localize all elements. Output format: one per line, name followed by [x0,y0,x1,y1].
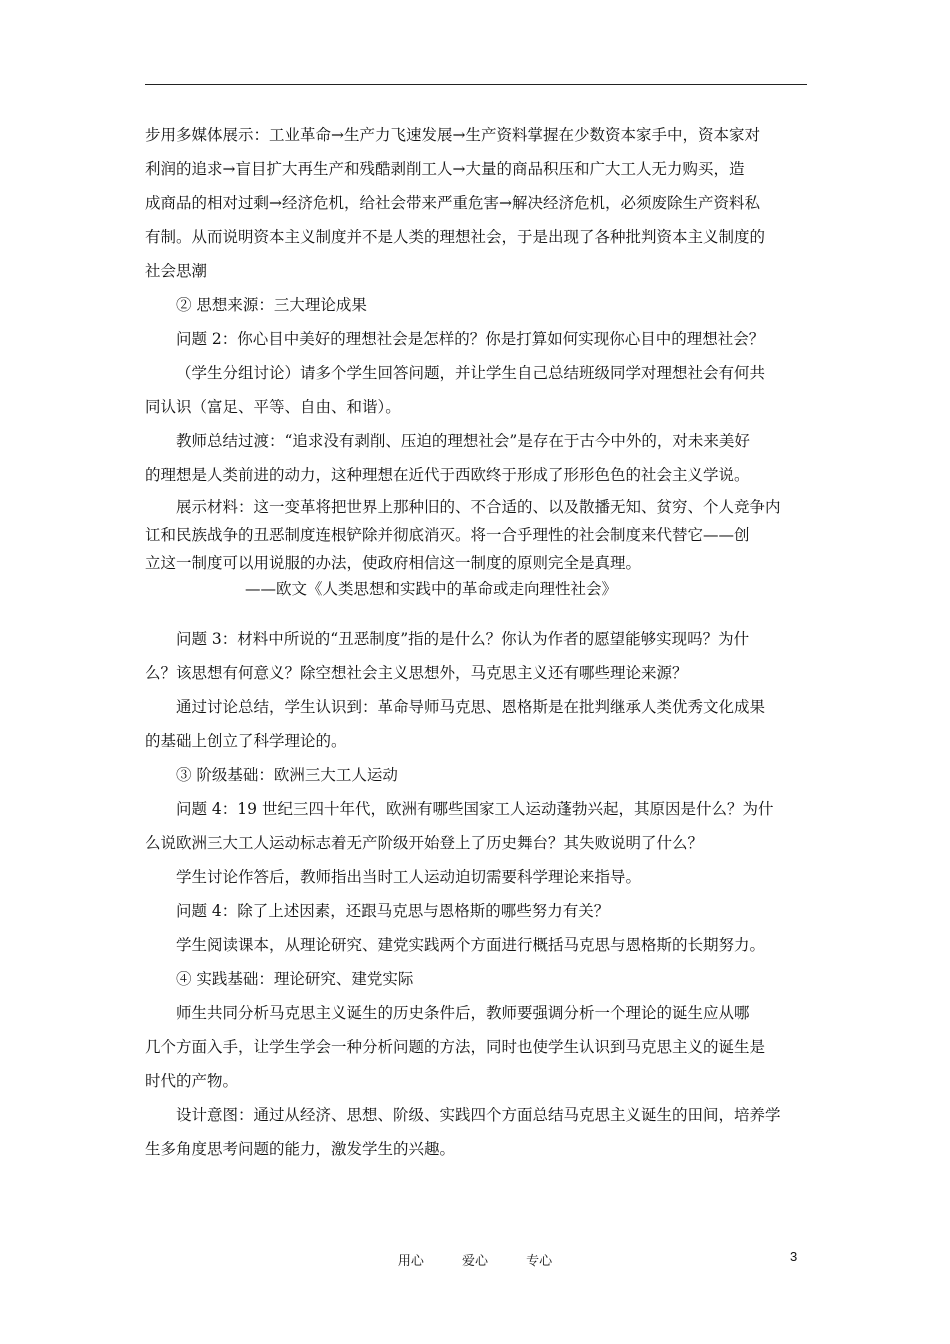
text-line: 么说欧洲三大工人运动标志着无产阶级开始登上了历史舞台？其失败说明了什么？ [145,834,704,852]
section-heading: ④ 实践基础：理论研究、建党实际 [176,970,414,988]
page-footer [0,1250,950,1269]
text-line: 生多角度思考问题的能力，激发学生的兴趣。 [145,1140,456,1158]
text-line: 学生阅读课本，从理论研究、建党实践两个方面进行概括马克思与恩格斯的长期努力。 [176,936,766,954]
footer-word: 爱心 [461,1254,488,1269]
question-2: 问题 2：你心目中美好的理想社会是怎样的？你是打算如何实现你心目中的理想社会？ [176,330,765,348]
text-line: 设计意图：通过从经济、思想、阶级、实践四个方面总结马克思主义诞生的田间，培养学 [176,1106,781,1124]
text-line: 么？该思想有何意义？除空想社会主义思想外，马克思主义还有哪些理论来源？ [145,664,688,682]
text-line: 社会思潮 [145,262,208,280]
text-line: 成商品的相对过剩→经济危机，给社会带来严重危害→解决经济危机，必须废除生产资料私 [145,194,760,212]
text-line: 时代的产物。 [145,1072,239,1090]
footer-word: 专心 [526,1254,553,1269]
question-4b: 问题 4：除了上述因素，还跟马克思与恩格斯的哪些努力有关？ [176,902,610,920]
page-body [145,118,807,1166]
text-line: 的理想是人类前进的动力，这种理想在近代于西欧终于形成了形形色色的社会主义学说。 [145,466,750,484]
text-line: 通过讨论总结，学生认识到：革命导师马克思、恩格斯是在批判继承人类优秀文化成果 [176,698,766,716]
text-line: 教师总结过渡：“追求没有剥削、压迫的理想社会”是存在于古今中外的，对未来美好 [176,432,750,450]
footer-word: 用心 [397,1254,424,1269]
text-line: （学生分组讨论）请多个学生回答问题，并让学生自己总结班级同学对理想社会有何共 [176,364,766,382]
text-line: 有制。从而说明资本主义制度并不是人类的理想社会，于是出现了各种批判资本主义制度的 [145,228,766,246]
question-3: 问题 3：材料中所说的“丑恶制度”指的是什么？你认为作者的愿望能够实现吗？为什 [176,630,750,648]
quote-line: 立这一制度可以用说服的办法，使政府相信这一制度的原则完全是真理。 [145,554,642,572]
quote-line: 讧和民族战争的丑恶制度连根铲除并彻底消灭。将一合乎理性的社会制度来代替它——创 [145,526,750,544]
text-line: 学生讨论作答后，教师指出当时工人运动迫切需要科学理论来指导。 [176,868,642,886]
header-rule [145,84,807,85]
page-number: 3 [790,1249,798,1264]
quote-line: 展示材料：这一变革将把世界上那种旧的、不合适的、以及散播无知、贫穷、个人竞争内 [176,498,781,516]
text-line: 的基础上创立了科学理论的。 [145,732,347,750]
text-line: 步用多媒体展示：工业革命→生产力飞速发展→生产资料掌握在少数资本家手中，资本家对 [145,126,760,144]
text-line: 几个方面入手，让学生学会一种分析问题的方法，同时也使学生认识到马克思主义的诞生是 [145,1038,766,1056]
question-4: 问题 4：19 世纪三四十年代，欧洲有哪些国家工人运动蓬勃兴起，其原因是什么？为什 [176,800,774,818]
section-heading: ② 思想来源：三大理论成果 [176,296,367,314]
quote-source: ——欧文《人类思想和实践中的革命或走向理性社会》 [245,580,618,598]
text-line: 师生共同分析马克思主义诞生的历史条件后，教师要强调分析一个理论的诞生应从哪 [176,1004,750,1022]
text-line: 同认识（富足、平等、自由、和谐）。 [145,398,401,416]
text-line: 利润的追求→盲目扩大再生产和残酷剥削工人→大量的商品积压和广大工人无力购买，造 [145,160,745,178]
section-heading: ③ 阶级基础：欧洲三大工人运动 [176,766,398,784]
